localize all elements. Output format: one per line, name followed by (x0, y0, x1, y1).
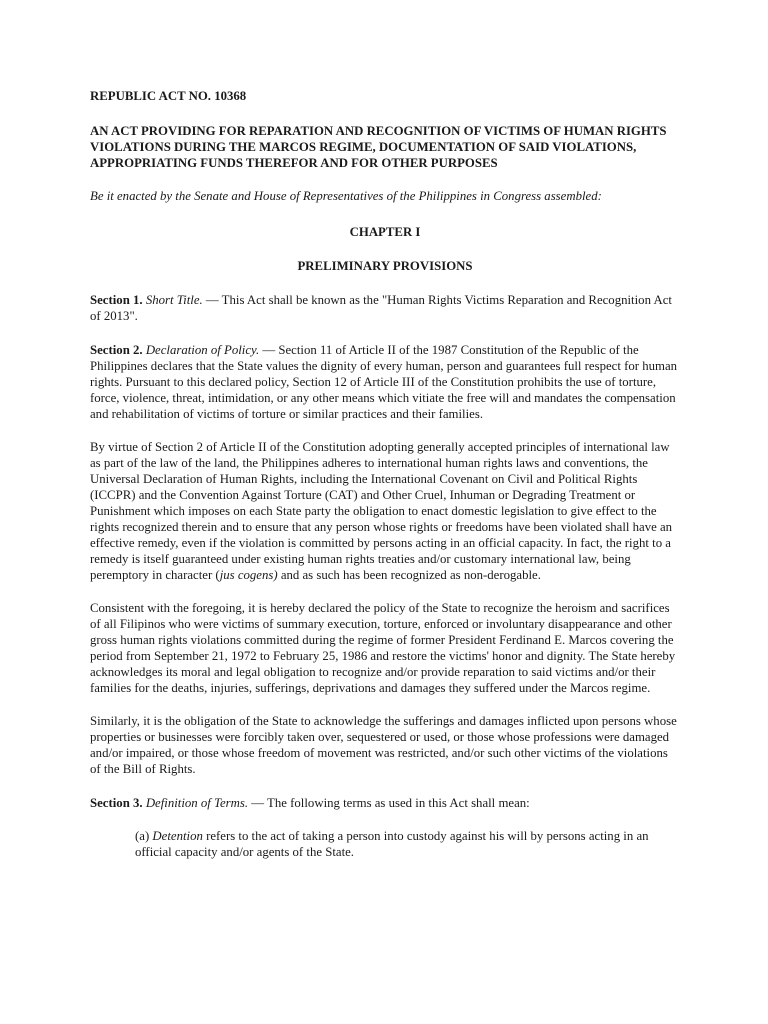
section-3-text: — The following terms as used in this Act shall mean: (248, 796, 530, 810)
section-1 (90, 292, 680, 324)
section-2-title: Declaration of Policy. (145, 343, 260, 357)
section-2-label: Section 2. (90, 343, 143, 357)
section-2-paragraph-2 (90, 439, 680, 583)
jus-cogens-term: jus cogens) (219, 568, 278, 582)
section-1-text: — This Act shall be known as the "Human Rights Victims Reparation and Recognition Act of 2013". (90, 293, 672, 323)
section-3-label: Section 3. (90, 796, 143, 810)
chapter-label: CHAPTER I (349, 225, 421, 239)
section-2 (90, 342, 680, 422)
act-number: REPUBLIC ACT NO. 10368 (90, 89, 247, 103)
section-1-title: Short Title. (145, 293, 203, 307)
section-2-paragraph-2-end: and as such has been recognized as non-derogable. (277, 568, 541, 582)
item-a-text: refers to the act of taking a person into custody against his will by persons acting in an official capacity and/or agents of the State. (135, 829, 649, 859)
section-3-title: Definition of Terms. (145, 796, 249, 810)
section-1-label: Section 1. (90, 293, 143, 307)
section-3-item-a (135, 828, 680, 860)
chapter-name: PRELIMINARY PROVISIONS (297, 259, 473, 273)
document-page (90, 88, 680, 860)
section-2-paragraph-2-text: By virtue of Section 2 of Article II of the Constitution adopting generally accepted principles of international law as part of the law of the land, the Philippines adheres to international human rights laws and conventions, the Universal Declaration of Human Rights, including the International Covenant on Civil and Political Rights (ICCPR) and the Convention Against Torture (CAT) and Other Cruel, Inhuman or Degrading Treatment or Punishment which imposes on each State party the obligation to enact domestic legislation to give effect to the rights recognized therein and to ensure that any person whose rights or freedoms have been violated shall have an effective remedy, even if the violation is committed by persons acting in an official capacity. In fact, the right to a remedy is itself guaranteed under existing human rights treaties and/or customary international law, being peremptory in character ( (90, 440, 673, 582)
item-a-term: Detention (152, 829, 203, 843)
section-2-paragraph-3: Consistent with the foregoing, it is hereby declared the policy of the State to recognize the heroism and sacrifices of all Filipinos who were victims of summary execution, torture, enforced or involuntary disappearance and other gross human rights violations committed during the regime of former President Ferdinand E. Marcos covering the period from September 21, 1972 to February 25, 1986 and restore the victims' honor and dignity. The State hereby acknowledges its moral and legal obligation to recognize and/or provide reparation to said victims and/or their families for the deaths, injuries, sufferings, deprivations and damages they suffered under the Marcos regime. (90, 601, 676, 695)
act-title: AN ACT PROVIDING FOR REPARATION AND RECOGNITION OF VICTIMS OF HUMAN RIGHTS VIOLATIONS DURING THE MARCOS REGIME, DOCUMENTATION OF SAID VIOLATIONS, APPROPRIATING FUNDS THEREFOR AND FOR OTHER PURPOSES (90, 124, 667, 170)
item-a-prefix: (a) (135, 829, 153, 843)
enacting-clause: Be it enacted by the Senate and House of Representatives of the Philippines in Congress assembled: (90, 189, 602, 203)
section-3 (90, 795, 680, 811)
section-2-text: — Section 11 of Article II of the 1987 Constitution of the Republic of the Philippines declares that the State values the dignity of every human, person and guarantees full respect for human rights. Pursuant to this declared policy, Section 12 of Article III of the Constitution prohibits the use of torture, force, violence, threat, intimidation, or any other means which vitiate the free will and mandates the compensation and rehabilitation of victims of torture or similar practices and their families. (90, 343, 678, 421)
section-2-paragraph-4: Similarly, it is the obligation of the State to acknowledge the sufferings and damages inflicted upon persons whose properties or businesses were forcibly taken over, sequestered or used, or those whose professions were damaged and/or impaired, or those whose freedom of movement was restricted, and/or such other victims of the violations of the Bill of Rights. (90, 714, 677, 776)
